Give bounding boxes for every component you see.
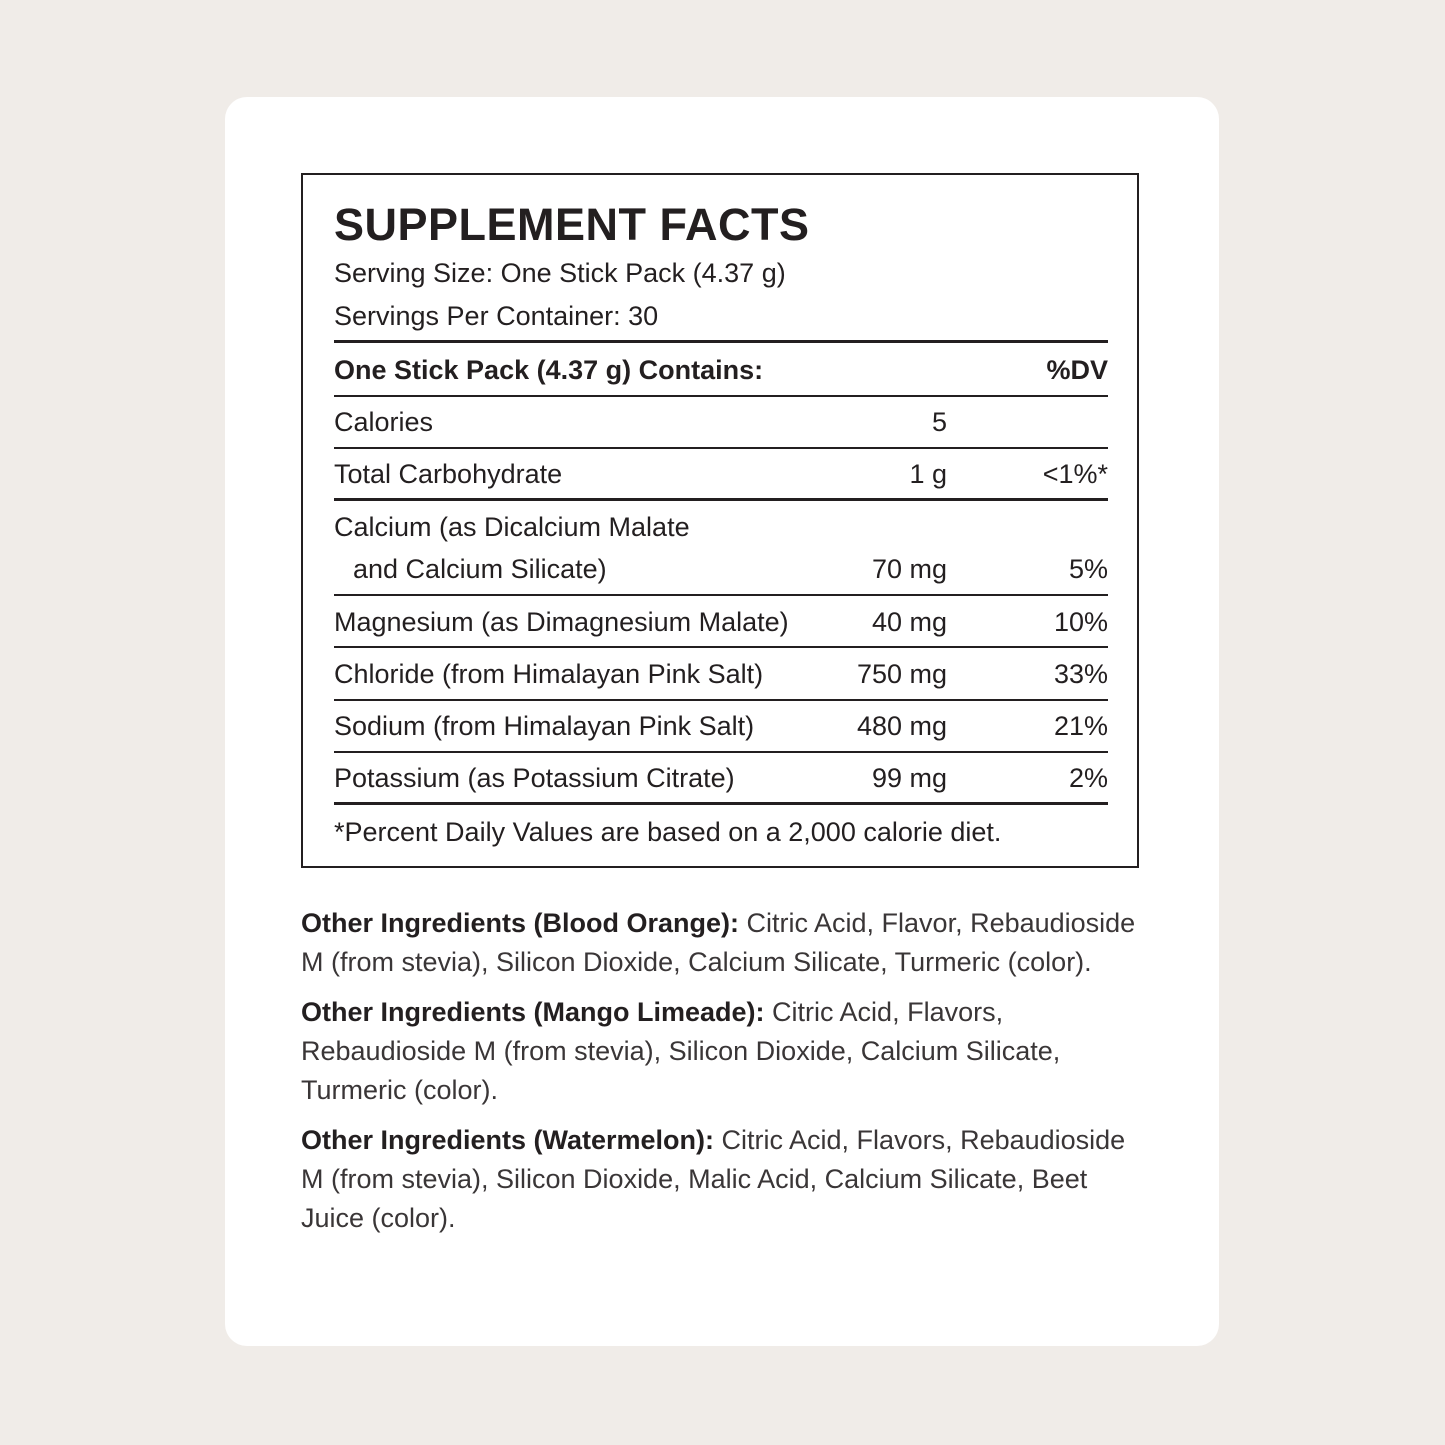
thick-divider: [334, 340, 1108, 343]
divider: [334, 594, 1108, 596]
nutrient-amount: 99 mg: [871, 763, 947, 793]
other-ingredients: [301, 904, 1151, 1249]
ingredients-blood-orange: [301, 904, 1151, 982]
nutrient-name: Magnesium (as Dimagnesium Malate): [334, 607, 789, 637]
ingredients-label: Other Ingredients (Blood Orange):: [301, 908, 740, 938]
nutrient-dv: 21%: [1053, 711, 1108, 741]
nutrient-row-calcium: [334, 510, 1108, 590]
ingredients-text: Citric Acid, Flavor, Rebaudioside M (from stevia), Silicon Dioxide, Calcium Silicate, Turmeric (color).: [301, 908, 1136, 977]
divider: [334, 699, 1108, 701]
daily-value-footnote: *Percent Daily Values are based on a 2,000 calorie diet.: [334, 817, 1002, 847]
thick-divider: [334, 498, 1108, 501]
ingredients-text: Citric Acid, Flavors, Rebaudioside M (from stevia), Silicon Dioxide, Malic Acid, Calcium Silicate, Beet Juice (color).: [301, 1125, 1126, 1233]
divider: [334, 447, 1108, 449]
serving-size: Serving Size: One Stick Pack (4.37 g): [334, 258, 786, 288]
nutrient-dv: 33%: [1053, 659, 1108, 689]
thick-divider: [334, 802, 1108, 805]
nutrient-amount: 1 g: [909, 459, 947, 489]
nutrient-name: Calories: [334, 407, 434, 437]
ingredients-watermelon: [301, 1121, 1151, 1238]
divider: [334, 751, 1108, 753]
nutrient-amount: 480 mg: [856, 711, 947, 741]
nutrient-name: Calcium (as Dicalcium Malate: [334, 512, 690, 542]
header-label: One Stick Pack (4.37 g) Contains:: [334, 355, 764, 385]
nutrient-dv: 10%: [1053, 607, 1108, 637]
header-dv: %DV: [1046, 355, 1108, 385]
nutrient-amount: 750 mg: [856, 659, 947, 689]
nutrient-amount: 70 mg: [871, 554, 947, 584]
nutrient-name-continued: and Calcium Silicate): [353, 554, 607, 584]
nutrient-amount: 5: [931, 407, 947, 437]
servings-per-container: Servings Per Container: 30: [334, 301, 659, 331]
nutrient-dv: 5%: [1068, 554, 1108, 584]
nutrient-dv: <1%*: [1042, 459, 1108, 489]
ingredients-text: Citric Acid, Flavors, Rebaudioside M (from stevia), Silicon Dioxide, Calcium Silicate, Turmeric (color).: [301, 997, 1061, 1105]
nutrient-name: Chloride (from Himalayan Pink Salt): [334, 659, 764, 689]
ingredients-label: Other Ingredients (Watermelon):: [301, 1125, 715, 1155]
divider: [334, 646, 1108, 648]
nutrient-name: Sodium (from Himalayan Pink Salt): [334, 711, 755, 741]
ingredients-label: Other Ingredients (Mango Limeade):: [301, 997, 765, 1027]
nutrient-name: Potassium (as Potassium Citrate): [334, 763, 735, 793]
ingredients-mango-limeade: [301, 993, 1151, 1110]
nutrient-amount: 40 mg: [871, 607, 947, 637]
facts-title: SUPPLEMENT FACTS: [334, 199, 810, 250]
nutrient-name: Total Carbohydrate: [334, 459, 563, 489]
nutrient-dv: 2%: [1068, 763, 1108, 793]
supplement-facts-panel: [301, 173, 1139, 868]
divider: [334, 395, 1108, 397]
